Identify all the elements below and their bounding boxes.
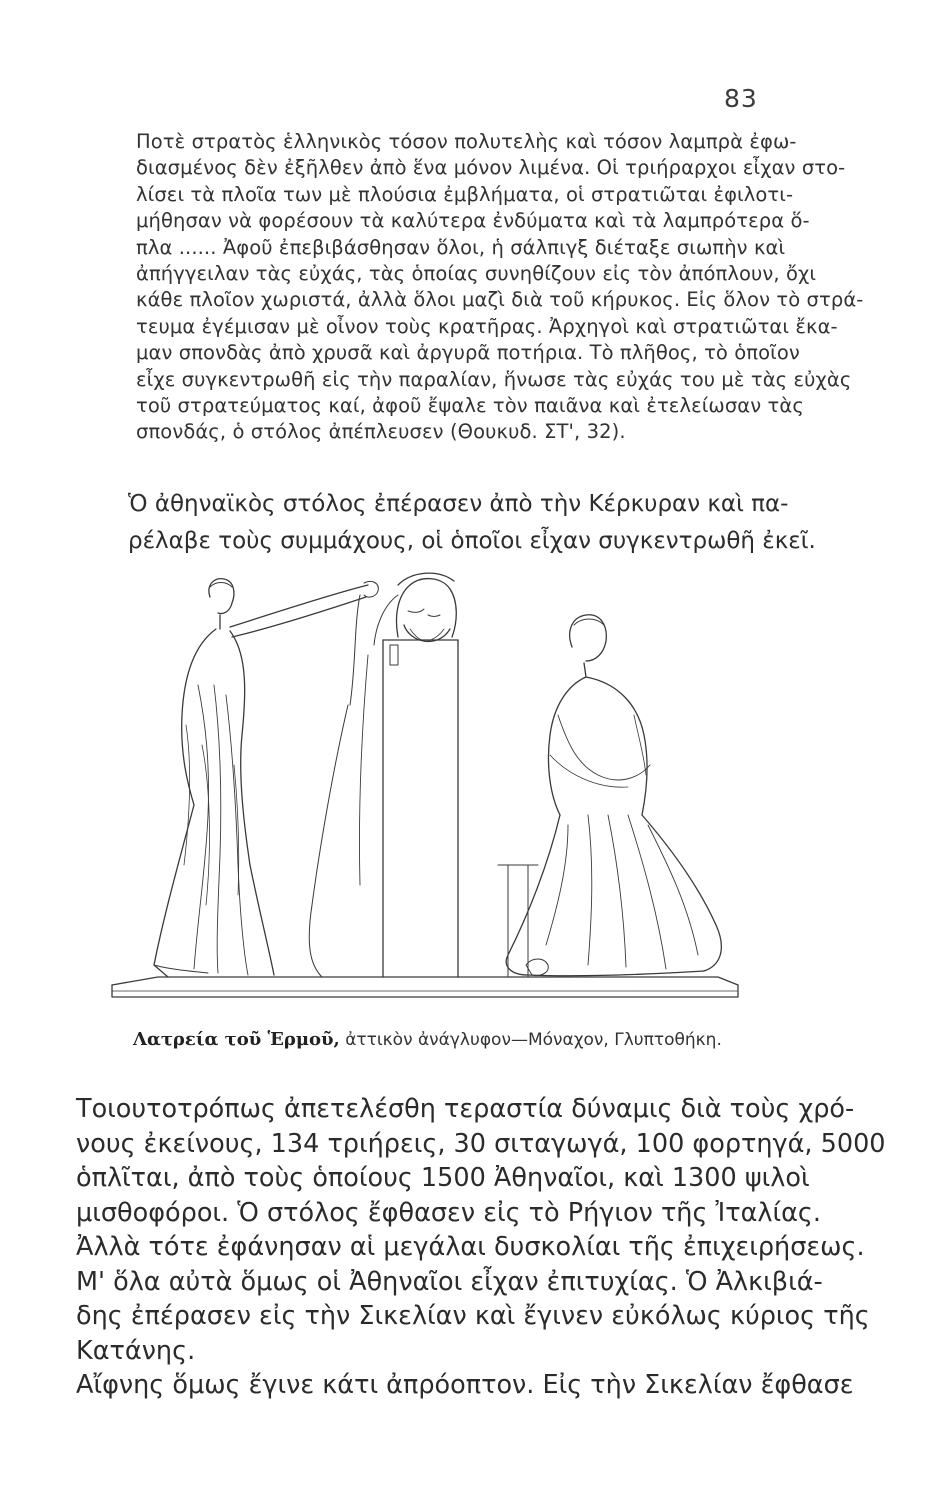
body-line: Μ' ὅλα αὐτὰ ὅμως οἱ Ἀθηναῖοι εἶχαν ἐπιτυχίας. Ὁ Ἀλκιβιά- xyxy=(76,1266,823,1297)
thucydides-quote xyxy=(136,129,864,446)
body-line: Ἀλλὰ τότε ἐφάνησαν αἱ μεγάλαι δυσκολίαι τῆς ἐπιχειρήσεως. xyxy=(76,1232,865,1262)
relief-illustration xyxy=(98,565,776,1025)
body-line: μισθοφόροι. Ὁ στόλος ἔφθασεν εἰς τὸ Ρήγιον τῆς Ἰταλίας. xyxy=(76,1197,821,1228)
body-line: νους ἐκείνους, 134 τριήρεις, 30 σιταγωγά, 100 φορτηγά, 5000 xyxy=(76,1128,886,1159)
quote-line: τοῦ στρατεύματος καί, ἀφοῦ ἔψαλε τὸν παιᾶνα καὶ ἐτελείωσαν τὰς xyxy=(136,394,804,418)
quote-line: σπονδάς, ὁ στόλος ἀπέπλευσεν (Θουκυδ. ΣΤ', 32). xyxy=(136,420,626,444)
body-line: δης ἐπέρασεν εἰς τὴν Σικελίαν καὶ ἔγινεν εὐκόλως κύριος τῆς xyxy=(76,1301,870,1331)
body-line: Κατάνης. xyxy=(76,1335,196,1366)
body-line: Τοιουτοτρόπως ἀπετελέσθη τεραστία δύναμις διὰ τοὺς χρό- xyxy=(76,1094,855,1124)
page-number: 83 xyxy=(724,84,758,113)
body-line: Αἴφνης ὅμως ἔγινε κάτι ἀπρόοπτον. Εἰς τὴν Σικελίαν ἔφθασε xyxy=(76,1370,854,1400)
quote-line: διασμένος δὲν ἐξῆλθεν ἀπὸ ἕνα μόνον λιμένα. Οἱ τριήραρχοι εἶχαν στο- xyxy=(136,156,846,180)
quote-line: λίσει τὰ πλοῖα των μὲ πλούσια ἐμβλήματα, οἱ στρατιῶται ἐφιλοτι- xyxy=(136,182,794,206)
quote-line: ἀπήγγειλαν τὰς εὐχάς, τὰς ὁποίας συνηθίζουν εἰς τὸν ἀπόπλουν, ὄχι xyxy=(136,262,817,286)
quote-line: μαν σπονδὰς ἀπὸ χρυσᾶ καὶ ἀργυρᾶ ποτήρια. Τὸ πλῆθος, τὸ ὁποῖον xyxy=(136,341,800,365)
lead-line: Ὁ ἀθηναϊκὸς στόλος ἐπέρασεν ἀπὸ τὴν Κέρκυραν καὶ πα- xyxy=(128,491,789,517)
lead-paragraph xyxy=(128,486,816,560)
caption-title: Λατρεία τοῦ Ἑρμοῦ, xyxy=(133,1029,340,1050)
caption-detail: ἀττικὸν ἀνάγλυφον—Μόναχον, Γλυπτοθήκη. xyxy=(339,1030,722,1050)
body-paragraph xyxy=(76,1092,886,1403)
quote-line: μήθησαν νὰ φορέσουν τὰ καλύτερα ἐνδύματα καὶ τὰ λαμπρότερα ὅ- xyxy=(136,209,810,233)
lead-line: ρέλαβε τοὺς συμμάχους, οἱ ὁποῖοι εἶχαν συγκεντρωθῆ ἐκεῖ. xyxy=(128,528,816,554)
body-line: ὁπλῖται, ἀπὸ τοὺς ὁποίους 1500 Ἀθηναῖοι, καὶ 1300 ψιλοὶ xyxy=(76,1163,810,1193)
hermes-relief-drawing xyxy=(98,565,776,1025)
figure-caption xyxy=(133,1029,722,1050)
quote-line: τευμα ἐγέμισαν μὲ οἶνον τοὺς κρατῆρας. Ἀρχηγοὶ καὶ στρατιῶται ἔκα- xyxy=(136,314,838,338)
quote-line: Ποτὲ στρατὸς ἑλληνικὸς τόσον πολυτελὴς καὶ τόσον λαμπρὰ ἐφω- xyxy=(136,130,797,153)
quote-line: πλα ...... Ἀφοῦ ἐπεβιβάσθησαν ὅλοι, ἡ σάλπιγξ διέταξε σιωπὴν καὶ xyxy=(136,235,786,259)
quote-line: κάθε πλοῖον χωριστά, ἀλλὰ ὅλοι μαζὶ διὰ τοῦ κήρυκος. Εἰς ὅλον τὸ στρά- xyxy=(136,288,864,312)
quote-line: εἶχε συγκεντρωθῆ εἰς τὴν παραλίαν, ἥνωσε τὰς εὐχάς του μὲ τὰς εὐχὰς xyxy=(136,367,852,391)
